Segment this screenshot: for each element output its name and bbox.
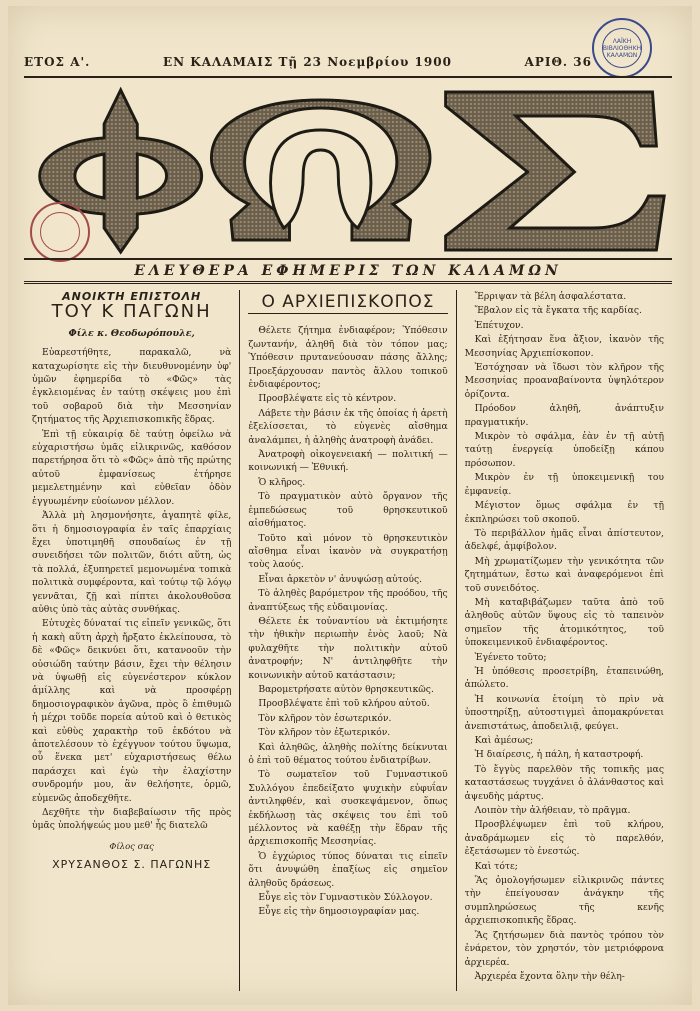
paragraph: Τὸν κλῆρον τὸν ἐξωτερικόν. xyxy=(258,727,391,739)
paragraph: Μικρὸν τὸ σφάλμα, ἐὰν ἐν τῇ αὐτῇ ταύτῃ ἐνεργείᾳ ὑποδείξῃ κάπου πρόσωπον. xyxy=(464,431,664,469)
paragraph: Τοῦτο καὶ μόνον τὸ θρησκευτικὸν αἴσθημα εἶναι ἱκανὸν νὰ συγκρατήσῃ τοὺς λαούς. xyxy=(248,532,448,571)
archbishop-body xyxy=(248,324,447,918)
paragraph: Τὸ ἀληθὲς βαρόμετρον τῆς προόδου, τῆς ἀναπτύξεως τῆς εὐδαιμονίας. xyxy=(248,588,448,613)
column-archbishop xyxy=(239,290,455,991)
letter-greeting: Φίλε κ. Θεοδωρόπουλε, xyxy=(68,327,195,339)
paragraph: Προσβλέψατε εἰς τὸ κέντρον. xyxy=(258,393,397,405)
year-label: ΕΤΟΣ Α'. xyxy=(24,55,91,69)
paragraph: Καὶ ἐξήτησαν ἕνα ἄξιον, ἱκανὸν τῆς Μεσσηνίας Ἀρχιεπίσκοπον. xyxy=(464,334,664,359)
issue-number: ΑΡΙΘ. 36 xyxy=(524,55,592,69)
paragraph: Τὸ πραγματικὸν αὐτὸ ὄργανον τῆς ἐμπεδώσεως τοῦ θρησκευτικοῦ αἰσθήματος. xyxy=(248,491,448,530)
paragraph: Μὴ χρωματίζωμεν τὴν γενικότητα τῶν ζητημάτων, ἔστω καὶ ἀναφερόμενοι ἐπὶ τοῦ συνειδότος. xyxy=(464,555,664,594)
paragraph: Εὐαρεστήθητε, παρακαλῶ, νὰ καταχωρίσητε εἰς τὴν διευθυνομένην ὑφ' ὑμῶν ἐφημερίδα τὸ «Φῶς» τὰς ἐγκλειομένας ἐν ταύτῃ σκέψεις μου ἐπὶ τοῦ σοβαροῦ διὰ τὴν Μεσσηνίαν ζητήματος τῆς Ἀρχιεπισκοπικῆς ἕδρας. xyxy=(32,347,232,426)
letter-sign-off: Φίλος σας xyxy=(109,841,154,852)
paragraph: Λάβετε τὴν βάσιν ἐκ τῆς ὁποίας ἡ ἀρετὴ ἐξελίσσεται, τὸ εὐγενὲς αἴσθημα ἀναλάμπει, ἡ ἀληθὴς ἀνατροφὴ ἀνάδει. xyxy=(248,407,448,446)
column-open-letter xyxy=(24,290,239,991)
library-stamp-icon: ΛΑΪΚΗ ΒΙΒΛΙΟΘΗΚΗ ΚΑΛΑΜΩΝ xyxy=(592,18,652,78)
header-line xyxy=(24,48,672,78)
library-stamp-red-icon xyxy=(30,202,90,262)
paragraph: Ἂς ζητήσωμεν διὰ παντὸς τρόπου τὸν ἐνάρετον, τὸν χρηστόν, τὸν μετριόφρονα ἀρχιερέα. xyxy=(464,929,664,968)
paragraph: Προσβλέψατε ἐπὶ τοῦ κλήρου αὐτοῦ. xyxy=(258,698,430,710)
paragraph: Ὁ ἐγχώριος τύπος δύναται τις εἰπεῖν ὅτι ἀνυψώθη ἐπαξίως εἰς σημεῖον ἀληθοῦς δράσεως. xyxy=(248,850,448,889)
letter-signature: ΧΡΥΣΑΝΘΟΣ Σ. ΠΑΓΩΝΗΣ xyxy=(52,858,212,872)
paragraph: Τὸν κλῆρον τὸν ἐσωτερικόν. xyxy=(258,712,392,724)
open-letter-author-heading: ΤΟΥ Κ ΠΑΓΩΝΗ xyxy=(51,301,212,323)
paragraph: Ἔβαλον εἰς τὰ ἔγκατα τῆς καρδίας. xyxy=(474,305,642,317)
paragraph: Βαρομετρήσατε αὐτὸν θρησκευτικῶς. xyxy=(258,683,434,695)
paragraph: Ἡ κοινωνία ἑτοίμη τὸ πρὶν νὰ ὑποστηρίξῃ, αὐτοστιγμεὶ ἀπομακρύνεται ἀνεπιστάτως, ἀποδειλιᾷ, φεύγει. xyxy=(464,693,664,732)
paragraph: Καὶ ἀμέσως; xyxy=(474,735,534,746)
paragraph: Εὖγε εἰς τὸν Γυμναστικὸν Σύλλογον. xyxy=(258,892,433,904)
paragraph: Ἐστόχησαν νὰ ἴδωσι τὸν κλῆρον τῆς Μεσσηνίας προαναβαίνοντα ὑψηλότερον ὁρίζοντα. xyxy=(464,362,664,400)
paragraph: Εὖγε εἰς τὴν δημοσιογραφίαν μας. xyxy=(258,906,420,918)
masthead-title xyxy=(28,86,672,256)
paragraph: Εἶναι ἀρκετὸν ν' ἀνυψώσῃ αὐτούς. xyxy=(258,573,423,585)
continuation-body xyxy=(465,290,664,983)
paragraph: Ἀρχιερέα ἔχοντα ὅλην τὴν θέλη- xyxy=(474,970,625,982)
paragraph: Ἐγένετο τοῦτο; xyxy=(474,651,547,663)
archbishop-heading: Ο ΑΡΧΙΕΠΙΣΚΟΠΟΣ xyxy=(248,296,447,314)
paragraph: Μὴ καταβιβάζωμεν ταῦτα ἀπὸ τοῦ ἀληθοῦς αὐτῶν ὕψους εἰς τὸ ταπεινὸν σημεῖον τῆς ἀτομικότητος, τοῦ ὑποκειμενικοῦ ἐνδιαφέροντος. xyxy=(464,596,664,649)
paragraph: Ἀνατροφὴ οἰκογενειακή — πολιτική — κοινωνική — Ἐθνική. xyxy=(248,449,448,474)
masthead-sigma-letter xyxy=(446,92,665,250)
paragraph: Ἐπὶ τῇ εὐκαιρίᾳ δὲ ταύτῃ ὀφείλω νὰ εὐχαριστήσω ὑμᾶς εἰλικρινῶς, καθόσον παρετήρησα ὅτι τὸ «Φῶς» ἀπὸ τῆς πρώτης αὐτοῦ ἐμφανίσεως ἐτήρησε μεμελετημένην καὶ εὐθεῖαν ὁδὸν ἐγγυωμένην εὐοίωνον μέλλον. xyxy=(32,428,232,507)
open-letter-heading: ΑΝΟΙΚΤΗ ΕΠΙΣΤΟΛΗ xyxy=(62,290,202,303)
paragraph: Ἐπέτυχον. xyxy=(474,319,524,331)
paragraph: Θέλετε ἐκ τοὐναντίου νὰ ἐκτιμήσητε τὴν ἠθικὴν περιωπὴν ἑνὸς λαοῦ; Νὰ φυλαχθῆτε τὴν πολιτικὴν αὐτοῦ ἀνατροφήν; Ν' ἀντιληφθῆτε τὴν κοινωνικὴν αὐτοῦ κατάστασιν; xyxy=(248,615,448,681)
paragraph: Ἀλλὰ μὴ λησμονήσητε, ἀγαπητὲ φίλε, ὅτι ἡ δημοσιογραφία ἐν ταῖς ἐπαρχίαις ἔχει ὑποτιμηθῆ σπουδαίως ἐν τῇ συνειδήσει τῶν πολιτῶν, διότι αὕτη, ὡς τὰ πολλά, ἐξυπηρετεῖ μεμονωμένα τοπικὰ πολιτικὰ συμφέροντα, καὶ τούτῳ τῷ λόγῳ γεννᾶται, ζῇ καὶ πίπτει ἀκολουθοῦσα αὐθις ὑπὸ τὰς αὐτὰς συνθήκας. xyxy=(32,510,232,615)
paragraph: Ἔρριψαν τὰ βέλη ἀσφαλέστατα. xyxy=(474,291,627,302)
paragraph: Προσβλέψωμεν ἐπὶ τοῦ κλήρου, ἀναδράμωμεν εἰς τὸ παρελθόν, ἐξετάσωμεν τὸ ἐνεστώς. xyxy=(464,819,664,858)
paragraph: Ἂς ὁμολογήσωμεν εἰλικρινῶς πάντες τὴν ἐπείγουσαν ἀνάγκην τῆς συμπληρώσεως τῆς κενῆς ἀρχιεπισκοπικῆς ἕδρας. xyxy=(464,875,664,927)
paragraph: Εὐτυχὲς δύναταί τις εἰπεῖν γενικῶς, ὅτι ἡ κακὴ αὕτη ἀρχὴ ἤρξατο ἐκλείπουσα, τὸ δὲ «Φῶς» δεικνύει ὅτι, κατανοοῦν τὴν οὐσιώδη ταύτην βάσιν, ἔχει τὴν θέλησιν νὰ ὑψωθῇ εἰς εὐγενέστερον κύκλον ἁμίλλης καὶ νὰ προσφέρῃ δημοσιογραφικὸν ἀγῶνα, πρὸς ὃ ἐπιθυμῶ ἡ μέχρι τοῦδε πορεία αὐτοῦ καὶ ὁ θετικὸς καὶ εὐθὺς χαρακτὴρ τοῦ ἐκδότου νὰ ἀποτελέσουν τὸ ἐχέγγυον τούτου ὕψωμα, οὗ ἕνεκα μετ' εὐχαριστήσεως θέλω παράσχει καὶ ἐγὼ τὴν ἐλαχίστην συνδρομήν μου, ἂν θελήσητε, ὁρμῶ, εὐμενῶς ἀποδεχθῆτε. xyxy=(32,618,232,804)
paragraph: Λοιπὸν τὴν ἀλήθειαν, τὸ πρᾶγμα. xyxy=(474,805,631,817)
article-columns xyxy=(24,290,672,991)
column-continuation xyxy=(456,290,672,991)
paragraph: Τὸ ἔγγὺς παρελθὸν τῆς τοπικῆς μας καταστάσεως τυγχάνει ὁ ἀλάνθαστος καὶ ἀψευδὴς μάρτυς. xyxy=(464,763,664,802)
paragraph: Τὸ περιβάλλον ἡμᾶς εἶναι ἀπίστευτον, ἀδελφέ, ἀμφίβολον. xyxy=(464,527,664,553)
newspaper-page xyxy=(8,6,692,1005)
paragraph: Ἡ ὑπόθεσις προσετρίβη, ἐταπεινώθη, ἀπώλετο. xyxy=(464,665,664,691)
paragraph: Πρόοδον ἀληθῆ, ἀνάπτυξιν πραγματικήν. xyxy=(464,403,664,428)
paragraph: Θέλετε ζήτημα ἐνδιαφέρον; Ὑπόθεσιν ζωντανήν, ἀληθῆ διὰ τὸν τόπον μας; Ὑπόθεσιν πρυτανεύουσαν πάσης ἄλλης; Προεξάρχουσαν παντὸς ἄλλου τοπικοῦ ἐνδιαφέροντος; xyxy=(248,325,448,391)
masthead-title-text: ΦΩΣ xyxy=(350,254,353,256)
masthead-omega-letter xyxy=(211,100,430,240)
paragraph: Μικρὸν ἐν τῇ ὑποκειμενικῇ του ἐμφανείᾳ. xyxy=(464,472,664,497)
paragraph: Δεχθῆτε τὴν διαβεβαίωσιν τῆς πρὸς ὑμᾶς ὑπολήψεώς μου μεθ' ἧς διατελῶ xyxy=(32,807,232,832)
newspaper-subtitle: ΕΛΕΥΘΕΡΑ ΕΦΗΜΕΡΙΣ ΤΩΝ ΚΑΛΑΜΩΝ xyxy=(24,258,672,284)
letter-body xyxy=(32,346,231,833)
paragraph: Τὸ σωματεῖον τοῦ Γυμναστικοῦ Συλλόγου ἐπεδείξατο ψυχικὴν εὐφυΐαν ἀντιληφθέν, καὶ συσκεψάμενον, ὅπως ἐκδήλωσῃ τὰς σκέψεις του ἐπὶ τοῦ μέλλοντος νὰ καθέξῃ τὴν ἕδραν τῆς ἀρχιεπισκοπῆς Μεσσηνίας. xyxy=(248,769,448,848)
paragraph: Ὁ κλῆρος. xyxy=(258,476,306,488)
paragraph: Καὶ τότε; xyxy=(474,860,518,872)
paragraph: Ἡ διαίρεσις, ἡ πάλη, ἡ καταστροφή. xyxy=(474,749,644,761)
paragraph: Καὶ ἀληθῶς, ἀληθὴς πολίτης δείκνυται ὁ ἐπὶ τοῦ θέματος τούτου ἐνδιατρίβων. xyxy=(248,741,448,766)
paragraph: Μέγιστον ὅμως σφάλμα ἐν τῇ ἐκπληρώσει τοῦ σκοποῦ. xyxy=(464,500,664,525)
place-date-label: ΕΝ ΚΑΛΑΜΑΙΣ Τῇ 23 Νοεμβρίου 1900 xyxy=(162,55,452,69)
